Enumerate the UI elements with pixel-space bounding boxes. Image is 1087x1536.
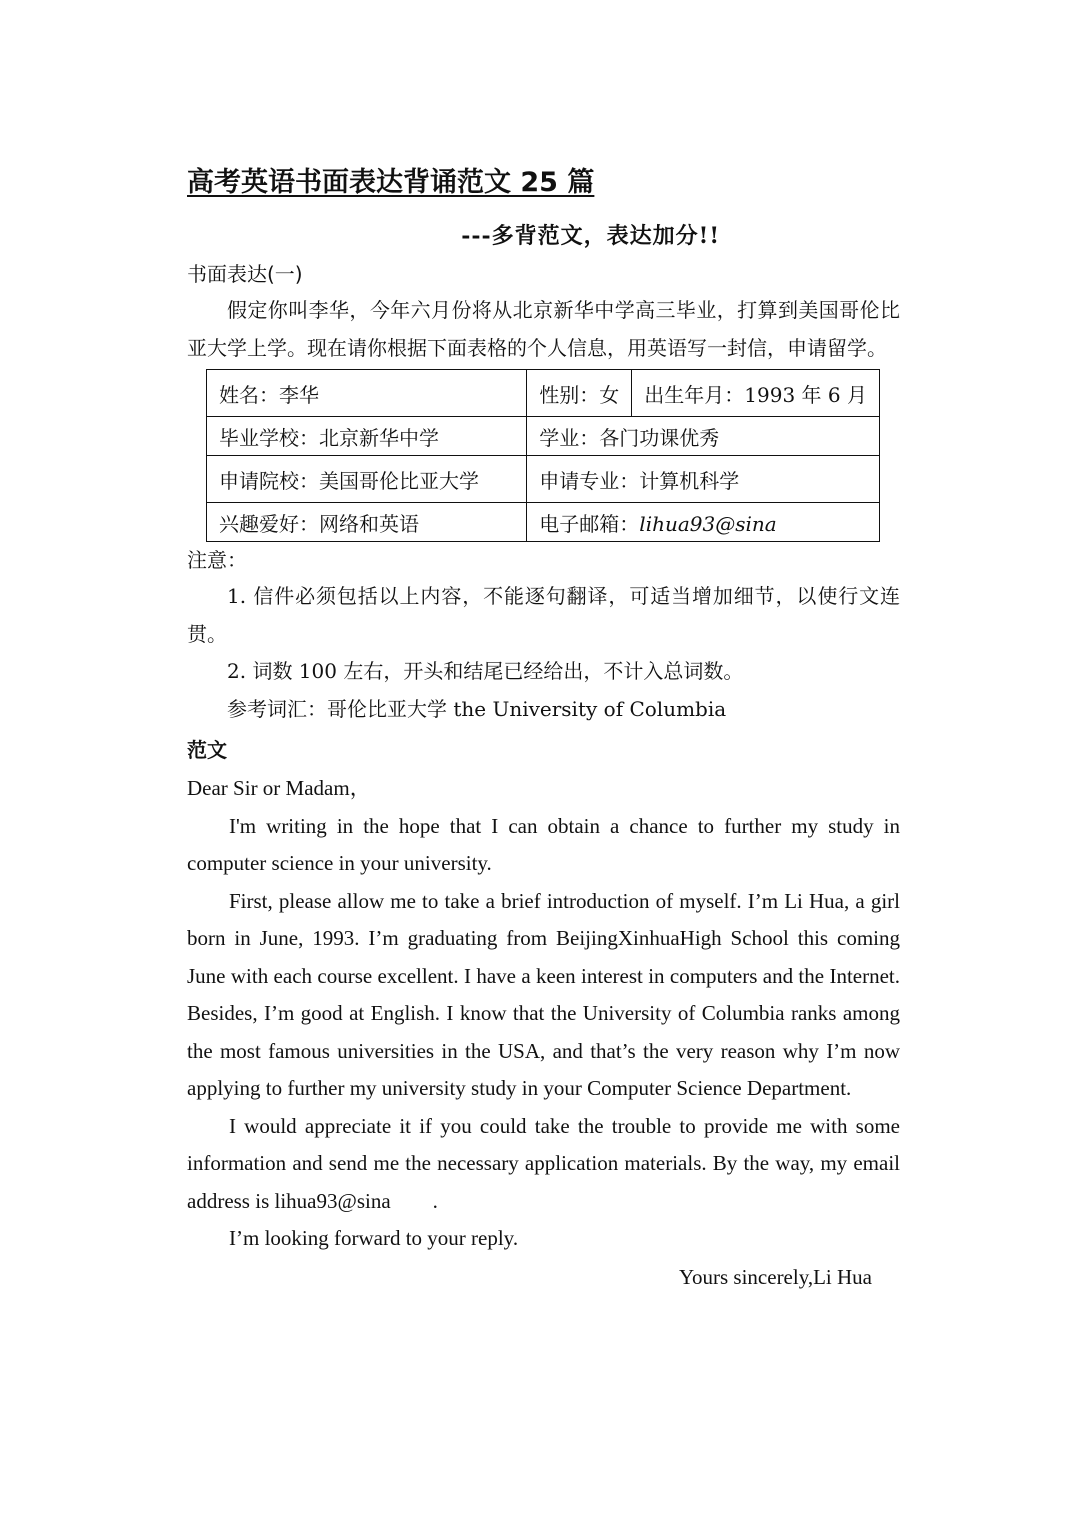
- letter-paragraph-4: I’m looking forward to your reply.: [229, 1226, 519, 1250]
- sample-heading: 范文: [187, 738, 227, 762]
- note-item-1: 1. 信件必须包括以上内容，不能逐句翻译，可适当增加细节，以使行文连贯。: [187, 584, 900, 646]
- letter-paragraph-3: I would appreciate it if you could take the trouble to provide me with some information and send me the necessary application materials. By the way, my email address is lihua93@sina .: [187, 1113, 906, 1213]
- cell-hobby: 兴趣爱好：网络和英语: [207, 503, 527, 542]
- info-table: [206, 369, 880, 542]
- cell-grades: 学业：各门功课优秀: [527, 417, 880, 456]
- cell-email: [527, 503, 880, 542]
- document-title: 高考英语书面表达背诵范文 25 篇: [187, 167, 595, 198]
- cell-birth: 出生年月：1993 年 6 月: [632, 370, 880, 417]
- notes-heading: 注意：: [187, 548, 247, 572]
- cell-school: 毕业学校：北京新华中学: [207, 417, 527, 456]
- prompt-text: 假定你叫李华，今年六月份将从北京新华中学高三毕业，打算到美国哥伦比亚大学上学。现在请你根据下面表格的个人信息，用英语写一封信，申请留学。: [187, 298, 900, 360]
- document-page: [187, 160, 906, 1296]
- letter-greeting: Dear Sir or Madam，: [187, 776, 371, 800]
- cell-name: 姓名：李华: [207, 370, 527, 417]
- email-value: lihua93@sina: [639, 511, 777, 536]
- document-subtitle: ---多背范文，表达加分!!: [461, 223, 720, 249]
- cell-gender: 性别：女: [527, 370, 632, 417]
- note-item-2: 2. 词数 100 左右，开头和结尾已经给出，不计入总词数。: [227, 659, 744, 683]
- letter-closing: Yours sincerely,Li Hua: [678, 1264, 872, 1289]
- section-heading: 书面表达(一): [187, 262, 303, 286]
- letter-paragraph-1: I'm writing in the hope that I can obtain a chance to further my study in computer science in your university.: [187, 813, 900, 875]
- letter-paragraph-2: First, please allow me to take a brief introduction of myself. I’m Li Hua, a girl born in June, 1993. I’m graduating from BeijingXinhuaHigh School this coming June with each course excellent. I have a keen interest in computers and the Internet. Besides, I’m good at English. I know that the University of Columbia ranks among the most famous universities in the USA, and that’s the very reason why I’m now applying to further my university study in your Computer Science Department.: [187, 888, 900, 1100]
- vocab-note: 参考词汇：哥伦比亚大学 the University of Columbia: [227, 696, 727, 721]
- cell-apply-major: 申请专业：计算机科学: [527, 456, 880, 503]
- cell-apply-school: 申请院校：美国哥伦比亚大学: [207, 456, 527, 503]
- email-label: 电子邮箱：: [539, 511, 640, 536]
